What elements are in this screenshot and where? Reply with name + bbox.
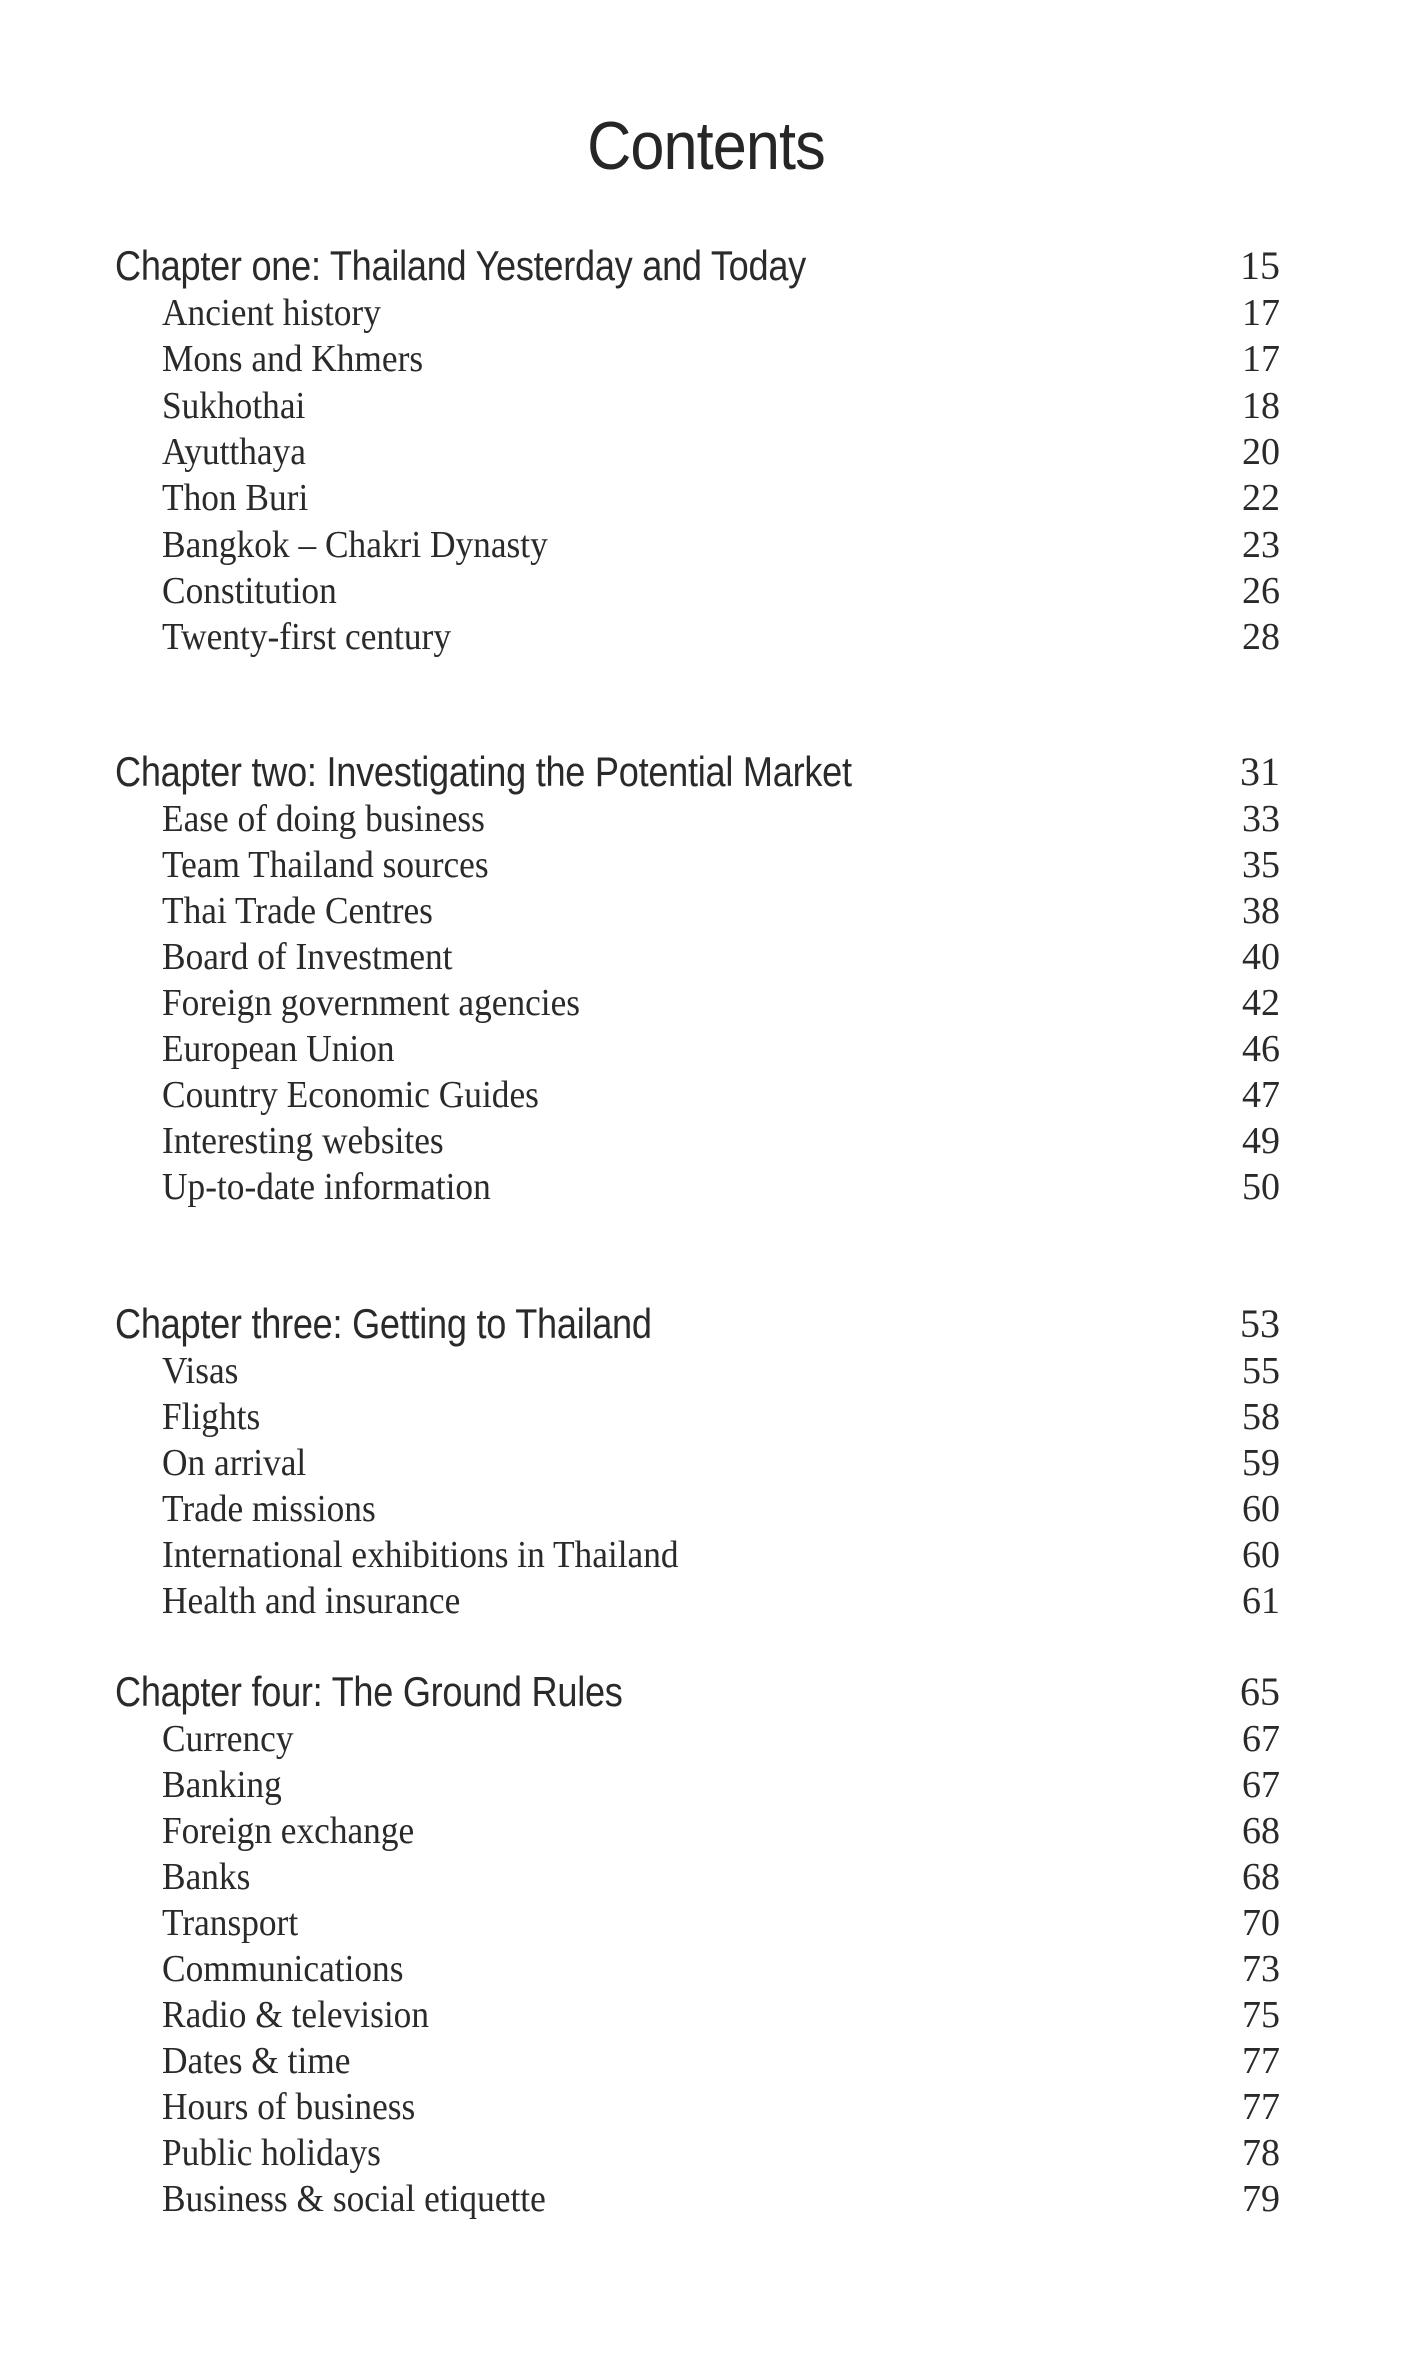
section-title: Constitution [162,570,337,612]
toc-entry[interactable] [0,842,1412,888]
page-number: 68 [1242,1856,1280,1898]
page-number: 75 [1242,1994,1280,2036]
section-title: Sukhothai [162,385,306,427]
toc-entry[interactable] [0,1854,1412,1900]
chapter-heading[interactable] [0,749,1412,795]
page-number: 31 [1240,749,1280,794]
section-title: Dates & time [162,2040,351,2082]
toc-entry[interactable] [0,614,1412,660]
section-title: Hours of business [162,2086,416,2128]
section-title: Communications [162,1948,404,1990]
page-number: 55 [1242,1350,1280,1392]
toc-entry[interactable] [0,2038,1412,2084]
toc-entry[interactable] [0,475,1412,521]
page-number: 17 [1242,292,1280,334]
toc-entry[interactable] [0,1808,1412,1854]
page-number: 50 [1242,1166,1280,1208]
section-title: Thai Trade Centres [162,890,433,932]
page-number: 20 [1242,431,1280,473]
page-number: 40 [1242,936,1280,978]
toc-entry[interactable] [0,1394,1412,1440]
toc-entry[interactable] [0,1992,1412,2038]
toc-entry[interactable] [0,290,1412,336]
section-title: Foreign exchange [162,1810,415,1852]
page-number: 60 [1242,1488,1280,1530]
page-number: 49 [1242,1120,1280,1162]
toc-entry[interactable] [0,336,1412,382]
page-number: 38 [1242,890,1280,932]
toc-entry[interactable] [0,1026,1412,1072]
toc-entry[interactable] [0,2130,1412,2176]
section-title: Currency [162,1718,294,1760]
page-number: 78 [1242,2132,1280,2174]
page-title: Contents [587,108,825,184]
section-title: Radio & television [162,1994,429,2036]
page-number: 73 [1242,1948,1280,1990]
toc-entry[interactable] [0,1900,1412,1946]
page-number: 61 [1242,1580,1280,1622]
section-title: Banking [162,1764,282,1806]
section-title: Bangkok – Chakri Dynasty [162,524,548,566]
page-number: 59 [1242,1442,1280,1484]
section-title: Health and insurance [162,1580,461,1622]
page-number: 23 [1242,524,1280,566]
chapter-title: Chapter four: The Ground Rules [115,1668,623,1715]
page-number: 22 [1242,477,1280,519]
page-number: 35 [1242,844,1280,886]
toc-entry[interactable] [0,980,1412,1026]
page-number: 60 [1242,1534,1280,1576]
page-number: 67 [1242,1718,1280,1760]
chapter-heading[interactable] [0,243,1412,289]
page-number: 79 [1242,2178,1280,2220]
toc-entry[interactable] [0,1440,1412,1486]
section-title: Foreign government agencies [162,982,581,1024]
page-number: 77 [1242,2086,1280,2128]
toc-entry[interactable] [0,1716,1412,1762]
section-title: Thon Buri [162,477,309,519]
toc-entry[interactable] [0,1164,1412,1210]
page-number: 70 [1242,1902,1280,1944]
page-number: 47 [1242,1074,1280,1116]
toc-entry[interactable] [0,796,1412,842]
toc-entry[interactable] [0,934,1412,980]
page-number: 28 [1242,616,1280,658]
toc-entry[interactable] [0,1532,1412,1578]
section-title: Country Economic Guides [162,1074,539,1116]
page-number: 58 [1242,1396,1280,1438]
toc-entry[interactable] [0,1348,1412,1394]
section-title: Visas [162,1350,239,1392]
chapter-title: Chapter two: Investigating the Potential Market [115,748,852,795]
section-title: On arrival [162,1442,307,1484]
page-number: 18 [1242,385,1280,427]
page-number: 67 [1242,1764,1280,1806]
page-number: 26 [1242,570,1280,612]
chapter-heading[interactable] [0,1669,1412,1715]
toc-entry[interactable] [0,383,1412,429]
page-number: 53 [1240,1301,1280,1346]
toc-entry[interactable] [0,1486,1412,1532]
toc-entry[interactable] [0,568,1412,614]
section-title: Twenty-first century [162,616,451,658]
toc-entry[interactable] [0,2084,1412,2130]
page-number: 33 [1242,798,1280,840]
toc-entry[interactable] [0,888,1412,934]
toc-entry[interactable] [0,2176,1412,2222]
section-title: Interesting websites [162,1120,444,1162]
toc-entry[interactable] [0,1072,1412,1118]
page-number: 65 [1240,1669,1280,1714]
section-title: Up-to-date information [162,1166,491,1208]
section-title: Board of Investment [162,936,453,978]
section-title: Business & social etiquette [162,2178,546,2220]
page-number: 15 [1240,243,1280,288]
section-title: Ayutthaya [162,431,306,473]
page-number: 17 [1242,338,1280,380]
section-title: Public holidays [162,2132,381,2174]
section-title: Ease of doing business [162,798,485,840]
page-number: 77 [1242,2040,1280,2082]
toc-entry[interactable] [0,1946,1412,1992]
toc-entry[interactable] [0,1762,1412,1808]
page-number: 42 [1242,982,1280,1024]
section-title: Team Thailand sources [162,844,489,886]
section-title: Transport [162,1902,299,1944]
chapter-title: Chapter three: Getting to Thailand [115,1300,652,1347]
page-number: 46 [1242,1028,1280,1070]
toc-entry[interactable] [0,1118,1412,1164]
chapter-heading[interactable] [0,1301,1412,1347]
section-title: Mons and Khmers [162,338,424,380]
toc-entry[interactable] [0,1578,1412,1624]
section-title: International exhibitions in Thailand [162,1534,679,1576]
section-title: European Union [162,1028,395,1070]
chapter-title: Chapter one: Thailand Yesterday and Today [115,242,806,289]
page-number: 68 [1242,1810,1280,1852]
toc-entry[interactable] [0,522,1412,568]
toc-entry[interactable] [0,429,1412,475]
section-title: Banks [162,1856,251,1898]
section-title: Ancient history [162,292,381,334]
section-title: Flights [162,1396,261,1438]
section-title: Trade missions [162,1488,376,1530]
